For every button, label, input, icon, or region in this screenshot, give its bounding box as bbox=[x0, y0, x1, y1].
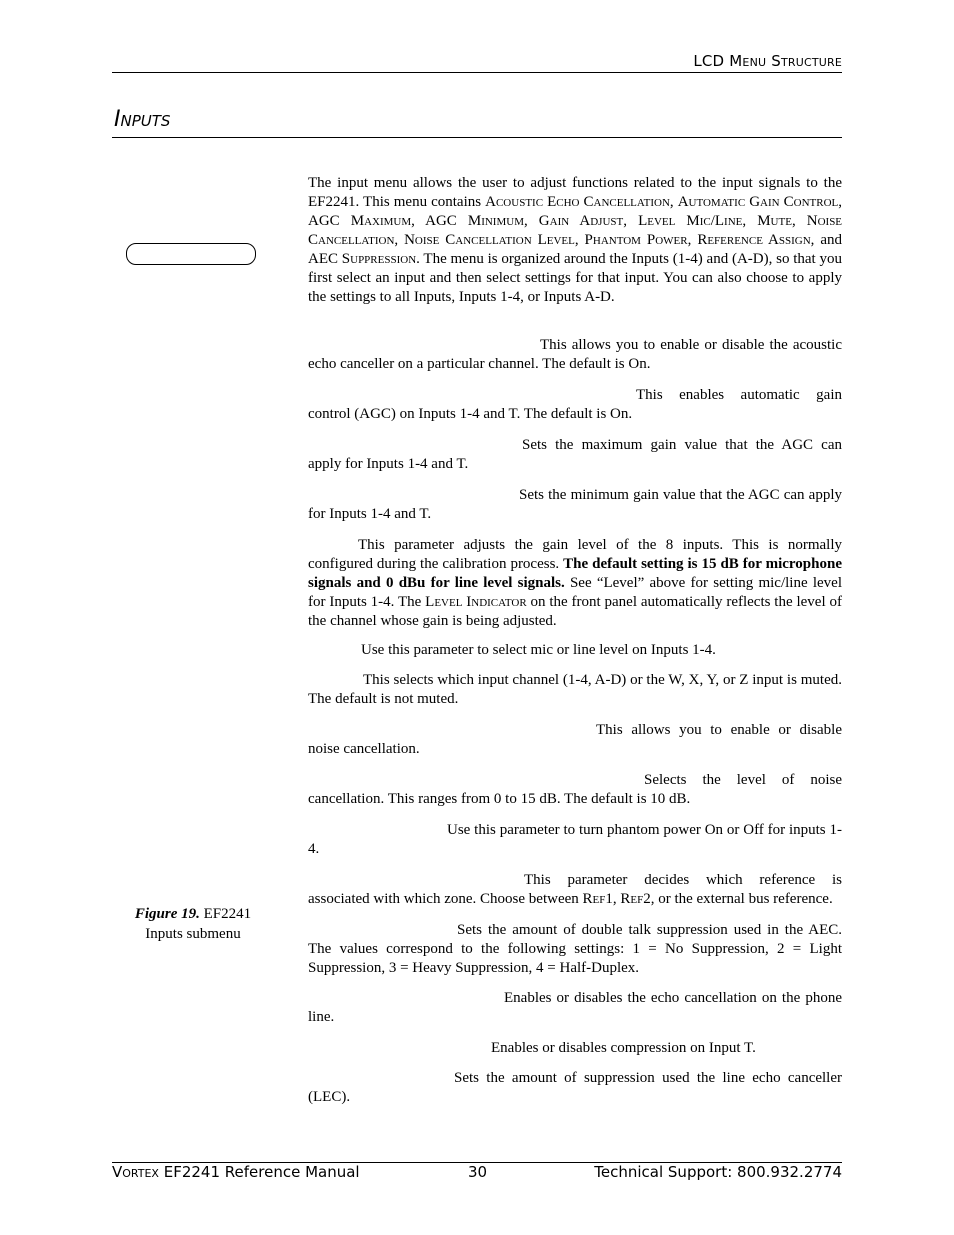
term-ref2: Ref bbox=[620, 891, 644, 907]
sep: , bbox=[669, 194, 678, 210]
gain-text: This parameter adjusts the gain level of the 8 inputs. This is normally configured during the calibration process. bbox=[308, 537, 842, 572]
ref-text: This parameter decides which reference is associated with which zone. Choose between bbox=[308, 872, 842, 907]
intro-paragraph bbox=[308, 174, 842, 307]
ref-paragraph bbox=[308, 871, 842, 909]
figure-caption-line2: Inputs submenu bbox=[145, 926, 241, 942]
sep: , bbox=[574, 232, 585, 248]
page-footer bbox=[112, 1162, 842, 1187]
page-number: 30 bbox=[468, 1163, 488, 1181]
gain-paragraph bbox=[308, 536, 842, 631]
ref-text-2: 1, bbox=[605, 891, 621, 907]
nc-paragraph: This allows you to enable or disable noise cancellation. bbox=[308, 722, 842, 757]
aec-paragraph: This allows you to enable or disable the acoustic echo canceller on a particular channel. The default is On. bbox=[308, 337, 842, 372]
sep: , bbox=[742, 213, 758, 229]
term-min: Minimum bbox=[467, 213, 524, 229]
gain-text-3: on the front panel automatically reflects the level of the channel whose gain is being adjusted. bbox=[308, 594, 842, 629]
term-ref: Reference Assign bbox=[697, 232, 811, 248]
sep: , bbox=[523, 213, 539, 229]
sep: , AGC bbox=[411, 213, 468, 229]
gain-text-2: See “Level” above for setting mic/line level for Inputs 1-4. The bbox=[308, 575, 842, 610]
agc-max-paragraph: Sets the maximum gain value that the AGC can apply for Inputs 1-4 and T. bbox=[308, 437, 842, 472]
term-gain: Gain Adjust bbox=[538, 213, 624, 229]
sep: , bbox=[687, 232, 698, 248]
term-nc-level: Noise Cancellation Level bbox=[404, 232, 575, 248]
level-paragraph: Use this parameter to select mic or line level on Inputs 1-4. bbox=[361, 642, 716, 658]
sep: , bbox=[791, 213, 807, 229]
term-ref1: Ref bbox=[582, 891, 606, 907]
header-title: LCD Menu Structure bbox=[693, 52, 842, 70]
agc-paragraph: This enables automatic gain control (AGC) on Inputs 1-4 and T. The default is On. bbox=[308, 387, 842, 422]
section-title: Inputs bbox=[114, 107, 171, 132]
footer-title bbox=[112, 1163, 360, 1181]
figure-caption bbox=[112, 904, 274, 944]
page-header bbox=[112, 52, 842, 73]
figure-label: Figure 19. bbox=[134, 906, 200, 922]
phantom-paragraph: Use this parameter to turn phantom power On or Off for inputs 1-4. bbox=[308, 822, 842, 857]
sep: , bbox=[623, 213, 639, 229]
sep: , AGC bbox=[308, 194, 842, 229]
agc-min-paragraph: Sets the minimum gain value that the AGC can apply for Inputs 1-4 and T. bbox=[308, 487, 842, 522]
term-aec: Acoustic Echo Cancellation bbox=[485, 194, 670, 210]
term-agc: Automatic Gain Control bbox=[677, 194, 839, 210]
inputs-submenu-figure bbox=[126, 243, 256, 265]
intro-text: The input menu allows the user to adjust functions related to the input signals to the EF2241. This menu contains bbox=[308, 175, 842, 210]
gain-default-note: The default setting is 15 dB for microphone signals and 0 dBu for line level signals. bbox=[308, 556, 842, 591]
term-mute: Mute bbox=[757, 213, 792, 229]
compression-paragraph: Enables or disables compression on Input T. bbox=[491, 1040, 756, 1056]
figure-caption-rest: EF2241 bbox=[199, 906, 252, 922]
term-level: Level Mic/Line bbox=[638, 213, 743, 229]
mute-paragraph: This selects which input channel (1-4, A-D) or the W, X, Y, or Z input is muted. The default is not muted. bbox=[308, 672, 842, 707]
term-suppression: Suppression bbox=[341, 251, 417, 267]
term-max: Maximum bbox=[350, 213, 412, 229]
footer-support: Technical Support: 800.932.2774 bbox=[594, 1163, 842, 1181]
lec-paragraph: Sets the amount of suppression used the line echo canceller (LEC). bbox=[308, 1070, 842, 1105]
footer-manual-name: EF2241 Reference Manual bbox=[158, 1163, 360, 1181]
term-nc: Noise Cancellation bbox=[308, 213, 843, 248]
section-heading bbox=[112, 105, 842, 138]
term-phantom: Phantom Power bbox=[584, 232, 688, 248]
nc-level-paragraph: Selects the level of noise cancellation. This ranges from 0 to 15 dB. The default is 10 dB. bbox=[308, 772, 842, 807]
footer-brand: Vortex bbox=[112, 1163, 159, 1181]
term-level-indicator: Level Indicator bbox=[425, 594, 527, 610]
intro-text-end: . The menu is organized around the Inputs (1-4) and (A-D), so that you first select an input and then select settings for that input. You can also choose to apply the settings to all Inputs, Inputs 1-4, or Inputs A-D. bbox=[308, 251, 842, 305]
sep: , bbox=[394, 232, 405, 248]
phone-ec-paragraph: Enables or disables the echo cancellation on the phone line. bbox=[308, 990, 842, 1025]
suppression-paragraph: Sets the amount of double talk suppression used in the AEC. The values correspond to the following settings: 1 = No Suppression, 2 = Light Suppression, 3 = Heavy Suppression, 4 = Half-Duplex. bbox=[308, 922, 842, 976]
ref-text-3: 2, or the external bus reference. bbox=[643, 891, 833, 907]
sep: , and AEC bbox=[308, 232, 842, 267]
